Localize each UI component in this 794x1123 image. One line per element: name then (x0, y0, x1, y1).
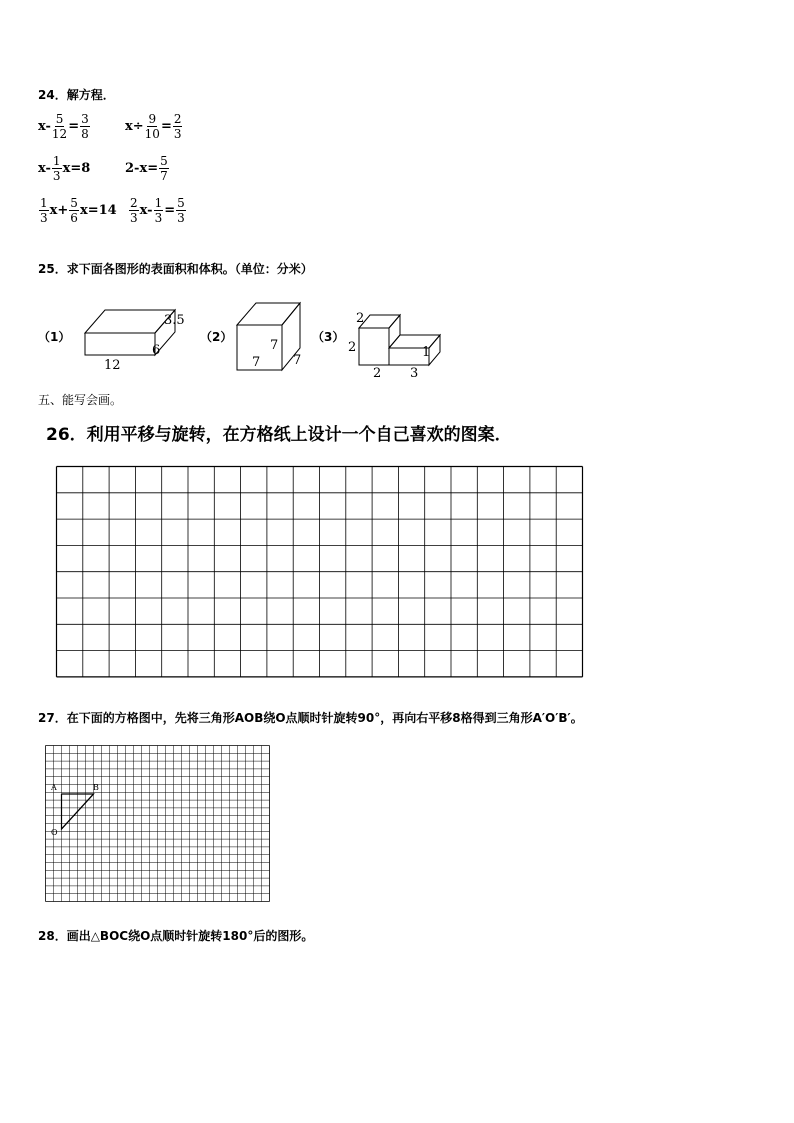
fig1-length-label: 12 (104, 358, 121, 373)
eq6-f1-den: 3 (130, 211, 138, 225)
fig1-label: （1） (38, 330, 71, 344)
eq4-f1-num: 5 (160, 154, 168, 168)
eq1-f1-num: 5 (55, 112, 64, 126)
fig3-bottom-left-label: 2 (373, 366, 382, 381)
q28-title: 28．画出△BOC绕O点顺时针旋转180°后的图形。 (38, 929, 314, 943)
eq6-f2-den: 3 (154, 211, 163, 225)
eq2-pre: x÷ (125, 119, 144, 134)
eq1-f2-num: 3 (81, 112, 89, 126)
fig2-label: （2） (200, 330, 233, 344)
eq3-f1-num: 1 (52, 154, 61, 168)
q24-title: 24．解方程． (38, 88, 115, 102)
equation-5 (38, 196, 117, 225)
eq2-f2-den: 3 (173, 127, 182, 141)
q26-title: 26．利用平移与旋转，在方格纸上设计一个自己喜欢的图案． (46, 425, 512, 445)
eq1-fraction-1 (52, 112, 67, 141)
eq3-fraction-1 (52, 154, 62, 183)
eq6-f3-num: 5 (177, 196, 185, 210)
eq6-fraction-1 (129, 196, 139, 225)
eq2-fraction-1 (145, 112, 160, 141)
eq5-fraction-2 (69, 196, 79, 225)
point-b-label: B (93, 783, 99, 792)
fig1-width-label: 6 (152, 343, 161, 358)
equation-3 (38, 154, 90, 183)
eq5-fraction-1 (39, 196, 49, 225)
fig2-side-label: 7 (270, 338, 279, 353)
q27-title: 27．在下面的方格图中，先将三角形AOB绕O点顺时针旋转90°，再向右平移8格得到三角形A′O′B′。 (38, 711, 583, 725)
q25-title: 25．求下面各图形的表面积和体积。（单位：分米） (38, 262, 313, 276)
point-a-label: A (51, 783, 57, 792)
eq2-f1-num: 9 (148, 112, 157, 126)
eq3-f1-den: 3 (52, 169, 61, 183)
eq1-pre: x- (38, 119, 51, 134)
eq3-pre: x- (38, 161, 51, 176)
eq6-fraction-2 (154, 196, 164, 225)
eq6-mid: x- (139, 203, 153, 218)
rotation-grid[interactable] (45, 745, 269, 901)
equation-2 (125, 112, 183, 141)
composite-solid-figure-3 (356, 310, 446, 370)
point-o-label: O (51, 828, 58, 837)
eq5-f2-den: 6 (70, 211, 78, 225)
fig3-top-label: 2 (356, 311, 365, 326)
equation-4 (125, 154, 170, 183)
eq5-f1-num: 1 (40, 196, 48, 210)
eq2-mid: = (160, 119, 172, 134)
fig3-right-label: 1 (422, 345, 431, 360)
eq6-f2-num: 1 (154, 196, 163, 210)
eq6-f1-num: 2 (130, 196, 138, 210)
eq5-f2-num: 5 (70, 196, 78, 210)
eq6-fraction-3 (176, 196, 186, 225)
eq6-mid2: = (164, 203, 176, 218)
eq4-fraction-1 (159, 154, 169, 183)
fig3-label: （3） (312, 330, 345, 344)
equation-6 (128, 196, 187, 225)
eq5-f1-den: 3 (40, 211, 48, 225)
fig1-height-label: 3.5 (164, 313, 185, 328)
fig3-left-label: 2 (348, 340, 357, 355)
eq1-f1-den: 12 (51, 127, 68, 141)
eq1-mid: = (68, 119, 80, 134)
eq2-f1-den: 10 (144, 127, 160, 141)
eq5-mid: x+ (49, 203, 69, 218)
fig2-depth-label: 7 (293, 353, 302, 368)
eq1-fraction-2 (80, 112, 90, 141)
eq2-fraction-2 (173, 112, 183, 141)
eq4-pre: 2-x= (125, 161, 159, 176)
eq5-post: x=14 (79, 203, 117, 218)
eq2-f2-num: 2 (173, 112, 182, 126)
fig3-bottom-right-label: 3 (410, 366, 419, 381)
design-grid-paper[interactable] (56, 466, 586, 679)
fig2-front-label: 7 (252, 355, 261, 370)
eq6-f3-den: 3 (177, 211, 185, 225)
eq1-f2-den: 8 (81, 127, 89, 141)
section-5-heading: 五、能写会画。 (38, 393, 123, 407)
equation-1 (38, 112, 91, 141)
eq3-mid: x=8 (62, 161, 91, 176)
eq4-f1-den: 7 (160, 169, 168, 183)
